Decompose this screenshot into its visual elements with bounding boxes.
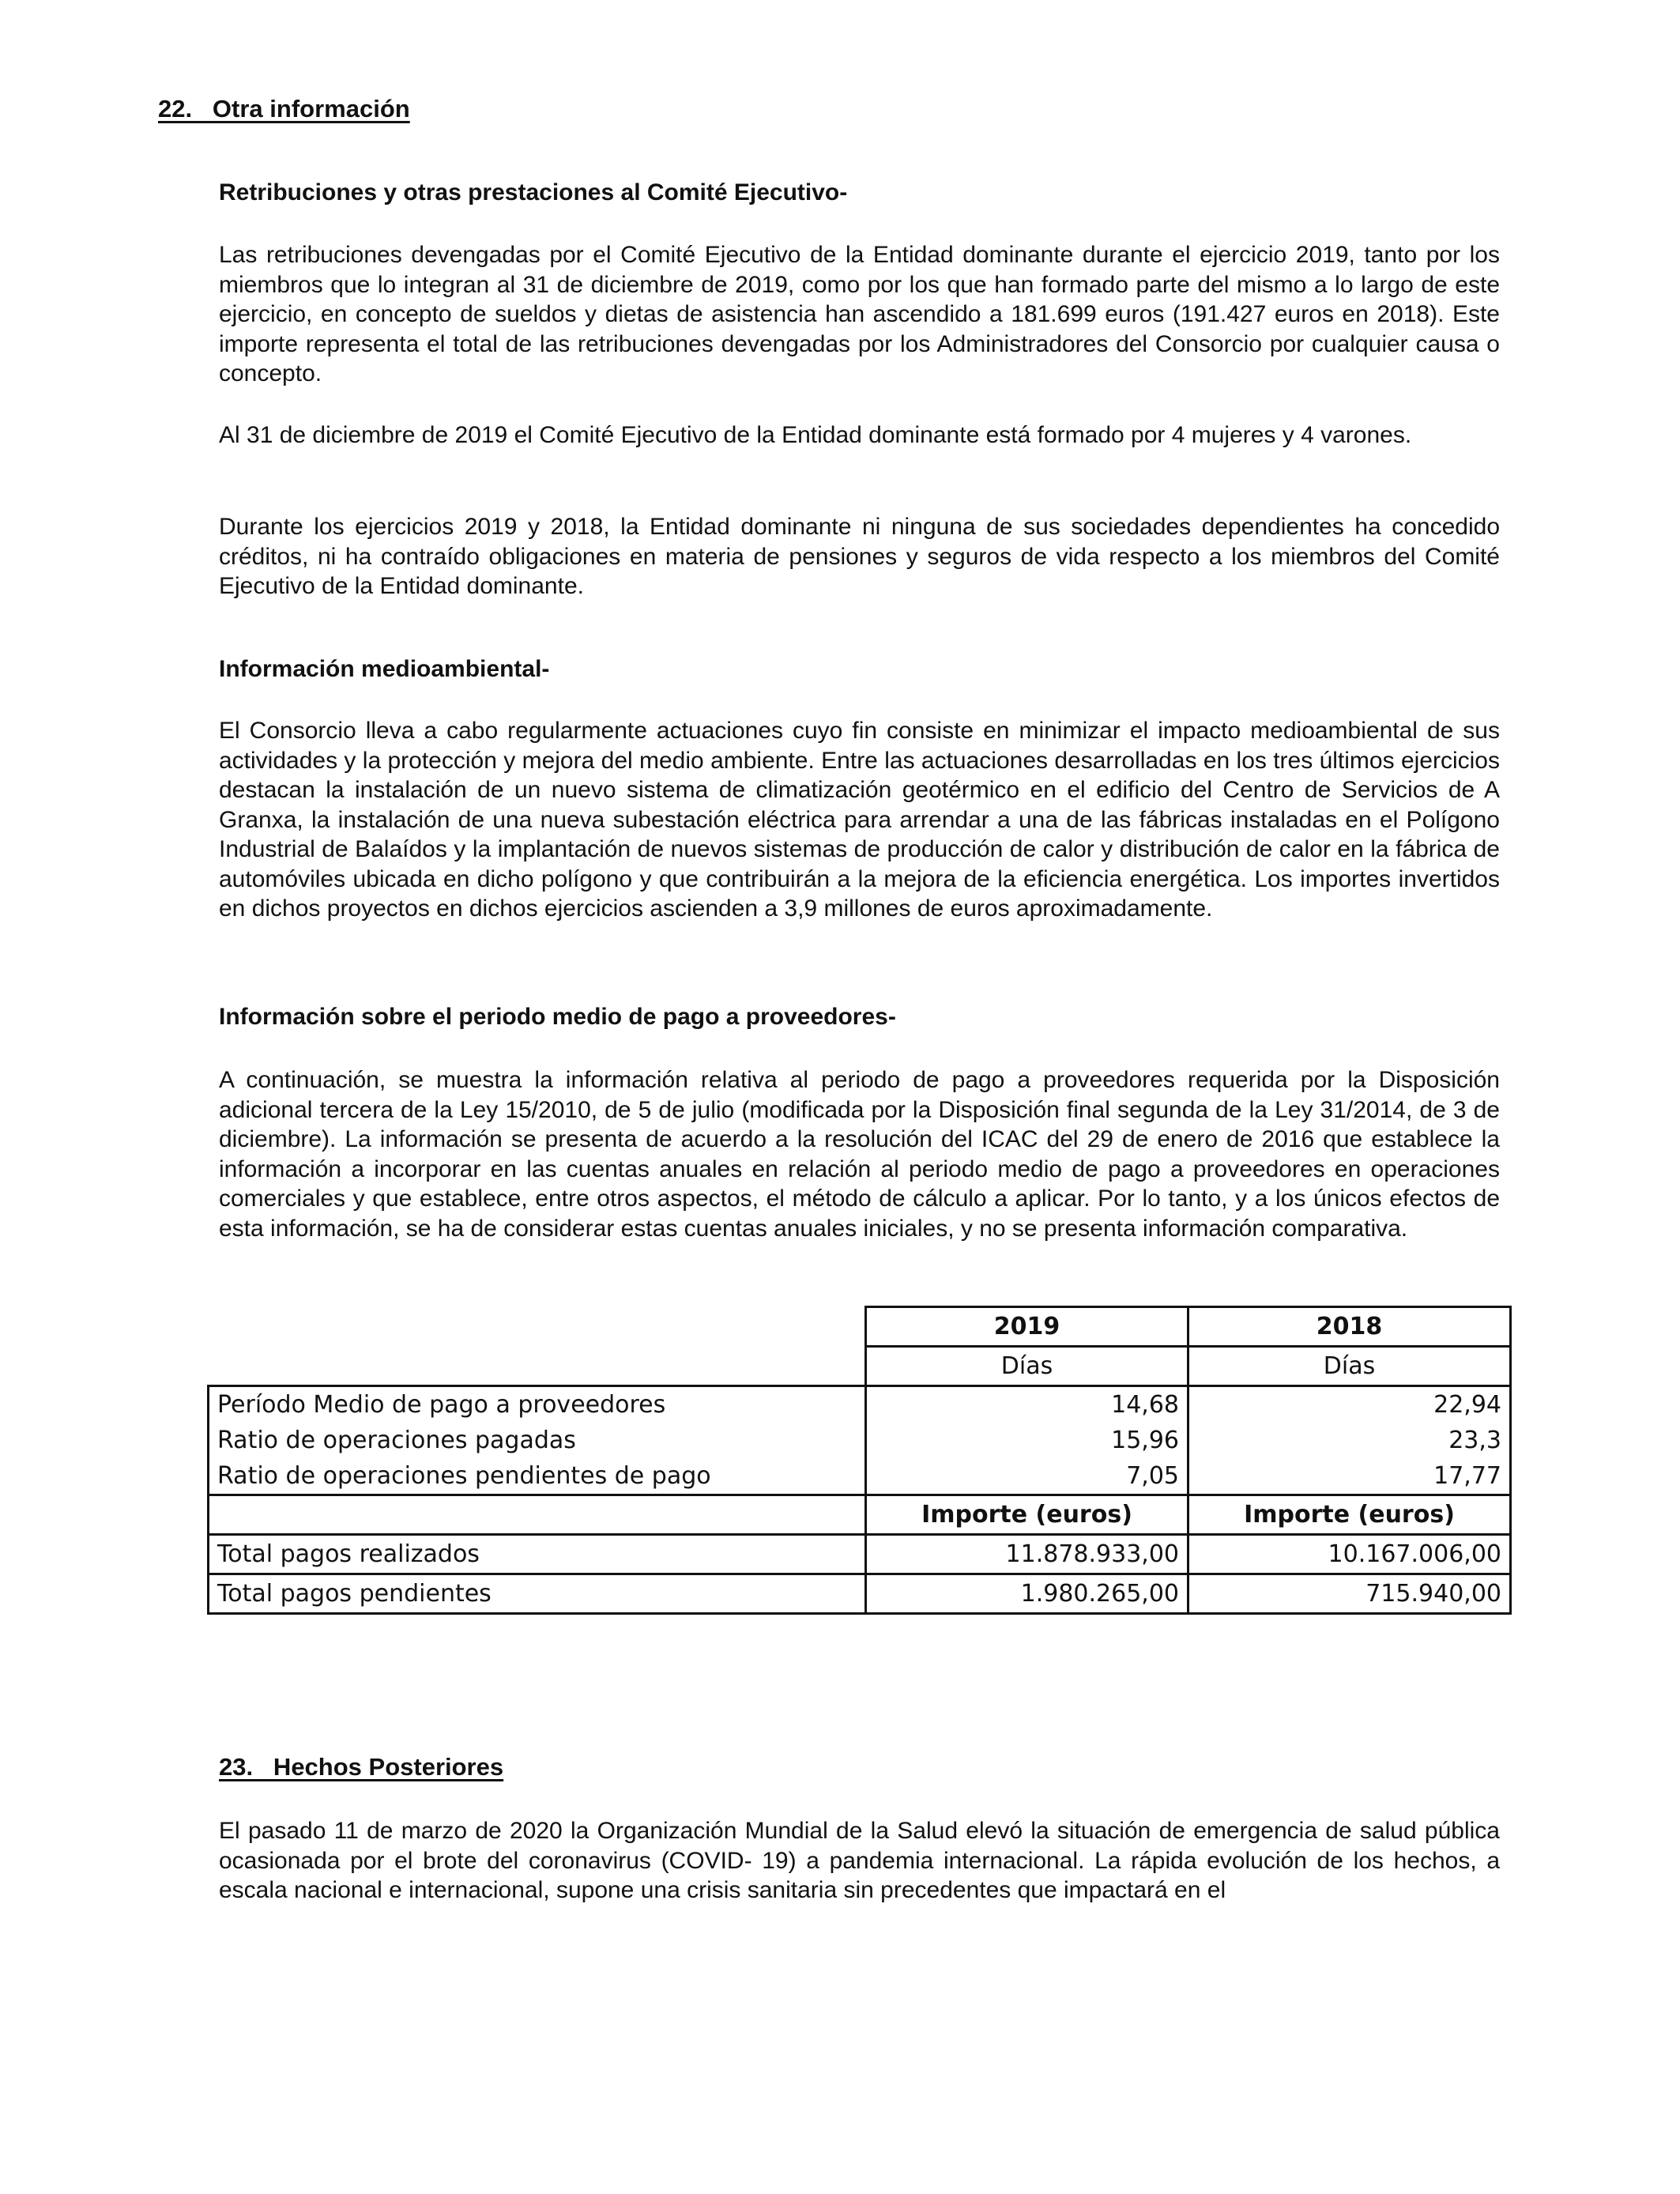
value-2018: 22,94 xyxy=(1188,1386,1511,1423)
table-row xyxy=(209,1458,1511,1495)
value-2018: 715.940,00 xyxy=(1188,1574,1511,1614)
row-label: Total pagos realizados xyxy=(209,1535,866,1574)
medioambiental-paragraph: El Consorcio lleva a cabo regularmente actuaciones cuyo fin consiste en minimizar el impacto medioambiental de sus actividades y la protección y mejora del medio ambiente. Entre las actuaciones desarrolladas en los tres últimos ejercicios destacan la instalación de un nuevo sistema de climatización geotérmico en el edificio del Centro de Servicios de A Granxa, la instalación de una nueva subestación eléctrica para arrendar a una de las fábricas instaladas en el Polígono Industrial de Balaídos y la implantación de nuevos sistemas de producción de calor y distribución de calor en la fábrica de automóviles ubicada en dicho polígono y que contribuirán a la mejora de la eficiencia energética. Los importes invertidos en dichos proyectos en dichos ejercicios ascienden a 3,9 millones de euros aproximadamente. xyxy=(219,718,1500,922)
retribuciones-paragraph-3: Durante los ejercicios 2019 y 2018, la Entidad dominante ni ninguna de sus sociedades dependientes ha concedido créditos, ni ha contraído obligaciones en materia de pensiones y seguros de vida respecto a los miembros del Comité Ejecutivo de la Entidad dominante. xyxy=(219,514,1500,599)
unit-amount-2018: Importe (euros) xyxy=(1188,1495,1511,1535)
row-label: Período Medio de pago a proveedores xyxy=(209,1386,866,1423)
unit-amount-2019: Importe (euros) xyxy=(866,1495,1188,1535)
value-2019: 14,68 xyxy=(866,1386,1188,1423)
table-unit-row xyxy=(209,1347,1511,1386)
section-23-title: 23. Hechos Posteriores xyxy=(219,1753,504,1781)
table-row xyxy=(209,1535,1511,1574)
value-2018: 23,3 xyxy=(1188,1423,1511,1458)
row-label: Ratio de operaciones pagadas xyxy=(209,1423,866,1458)
table-row xyxy=(209,1423,1511,1458)
unit-days-2019: Días xyxy=(866,1347,1188,1386)
hechos-posteriores-paragraph: El pasado 11 de marzo de 2020 la Organización Mundial de la Salud elevó la situación de emergencia de salud pública ocasionada por el brote del coronavirus (COVID- 19) a pandemia internacional. La rápida evolución de los hechos, a escala nacional e internacional, supone una crisis sanitaria sin precedentes que impactará en el xyxy=(219,1818,1500,1903)
year-2019-header: 2019 xyxy=(866,1307,1188,1347)
table-amount-unit-row xyxy=(209,1495,1511,1535)
table-header-row xyxy=(209,1307,1511,1347)
section-22-title: 22. Otra información xyxy=(158,95,410,123)
retribuciones-paragraph-1: Las retribuciones devengadas por el Comité Ejecutivo de la Entidad dominante durante el ejercicio 2019, tanto por los miembros que lo integran al 31 de diciembre de 2019, como por los que han formado parte del mismo a lo largo de este ejercicio, en concepto de sueldos y dietas de asistencia han ascendido a 181.699 euros (191.427 euros en 2018). Este importe representa el total de las retribuciones devengadas por los Administradores del Consorcio por cualquier causa o concepto. xyxy=(219,242,1500,386)
pago-proveedores-paragraph: A continuación, se muestra la información relativa al periodo de pago a proveedores requerida por la Disposición adicional tercera de la Ley 15/2010, de 5 de julio (modificada por la Disposición final segunda de la Ley 31/2014, de 3 de diciembre). La información se presenta de acuerdo a la resolución del ICAC del 29 de enero de 2016 que establece la información a incorporar en las cuentas anuales en relación al periodo medio de pago a proveedores en operaciones comerciales y que establece, entre otros aspectos, el método de cálculo a aplicar. Por lo tanto, y a los únicos efectos de esta información, se ha de considerar estas cuentas anuales iniciales, y no se presenta información comparativa. xyxy=(219,1067,1500,1242)
table-empty-cell xyxy=(209,1347,866,1386)
value-2019: 1.980.265,00 xyxy=(866,1574,1188,1614)
year-2018-header: 2018 xyxy=(1188,1307,1511,1347)
retribuciones-paragraph-2: Al 31 de diciembre de 2019 el Comité Ejecutivo de la Entidad dominante está formado por 4 mujeres y 4 varones. xyxy=(219,422,1412,448)
value-2019: 11.878.933,00 xyxy=(866,1535,1188,1574)
table-empty-cell xyxy=(209,1495,866,1535)
medioambiental-heading: Información medioambiental- xyxy=(219,656,550,682)
value-2018: 10.167.006,00 xyxy=(1188,1535,1511,1574)
pago-proveedores-heading: Información sobre el periodo medio de pago a proveedores- xyxy=(219,1004,896,1030)
value-2019: 7,05 xyxy=(866,1458,1188,1495)
table-empty-cell xyxy=(209,1307,866,1347)
row-label: Total pagos pendientes xyxy=(209,1574,866,1614)
row-label: Ratio de operaciones pendientes de pago xyxy=(209,1458,866,1495)
value-2019: 15,96 xyxy=(866,1423,1188,1458)
table-row xyxy=(209,1386,1511,1423)
value-2018: 17,77 xyxy=(1188,1458,1511,1495)
unit-days-2018: Días xyxy=(1188,1347,1511,1386)
retribuciones-heading: Retribuciones y otras prestaciones al Comité Ejecutivo- xyxy=(219,179,848,205)
table-row xyxy=(209,1574,1511,1614)
periodo-medio-pago-table xyxy=(207,1306,1512,1615)
